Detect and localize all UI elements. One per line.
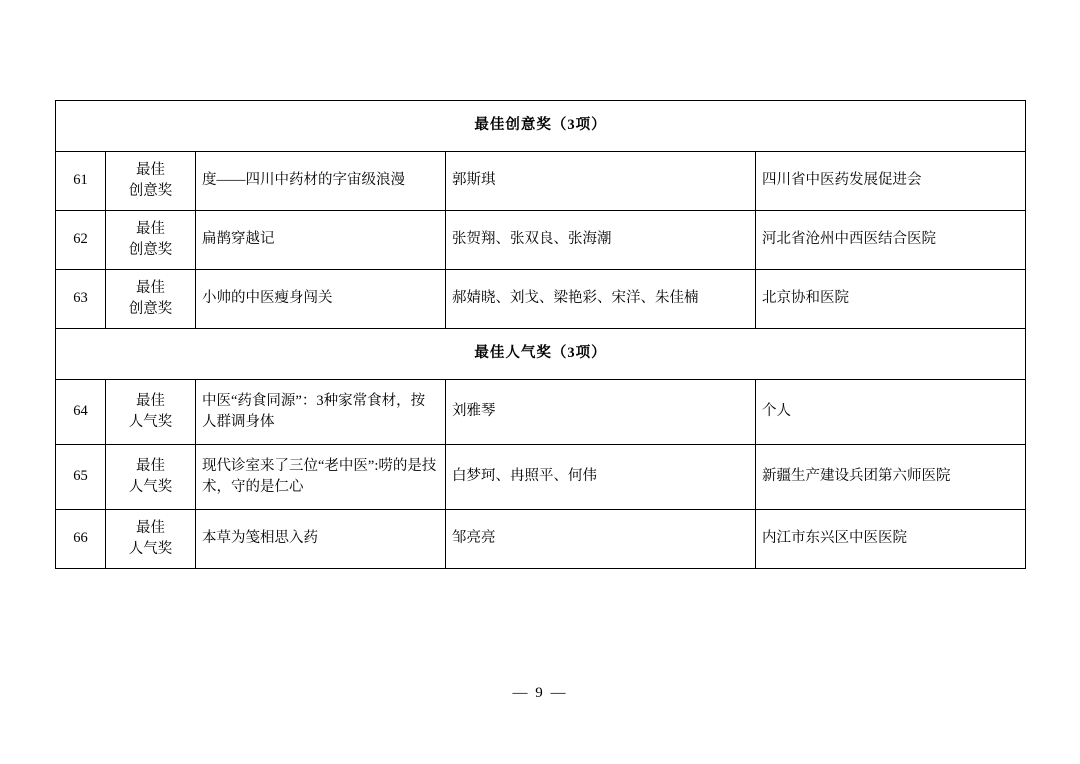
row-award-line2: 创意奖	[128, 301, 173, 317]
row-author: 张贺翔、张双良、张海潮	[446, 211, 756, 270]
row-award-line2: 人气奖	[128, 414, 173, 430]
row-work-title: 现代诊室来了三位“老中医”:唠的是技术，守的是仁心	[196, 445, 446, 510]
row-index: 63	[56, 270, 106, 329]
row-work-title: 本草为笺相思入药	[196, 510, 446, 569]
row-work-title: 度——四川中药材的字宙级浪漫	[196, 152, 446, 211]
row-organization: 个人	[756, 380, 1026, 445]
row-award	[106, 445, 196, 510]
row-award-line2: 创意奖	[128, 242, 173, 258]
row-work-title: 扁鹊穿越记	[196, 211, 446, 270]
row-author: 刘雅琴	[446, 380, 756, 445]
row-index: 65	[56, 445, 106, 510]
row-organization: 四川省中医药发展促进会	[756, 152, 1026, 211]
award-table	[55, 100, 1026, 569]
row-index: 61	[56, 152, 106, 211]
award-table-container	[55, 100, 1025, 569]
table-row	[56, 380, 1026, 445]
row-index: 62	[56, 211, 106, 270]
row-award-line2: 创意奖	[128, 183, 173, 199]
section-header-row	[56, 101, 1026, 152]
row-organization: 内江市东兴区中医医院	[756, 510, 1026, 569]
row-award-line2: 人气奖	[128, 479, 173, 495]
table-row	[56, 510, 1026, 569]
table-row	[56, 152, 1026, 211]
row-organization: 新疆生产建设兵团第六师医院	[756, 445, 1026, 510]
section-title-popularity: 最佳人气奖（3项）	[56, 329, 1026, 380]
section-title-creativity: 最佳创意奖（3项）	[56, 101, 1026, 152]
row-author: 郝婧晓、刘戈、梁艳彩、宋洋、朱佳楠	[446, 270, 756, 329]
table-row	[56, 211, 1026, 270]
row-work-title: 中医“药食同源”：3种家常食材，按人群调身体	[196, 380, 446, 445]
row-author: 白梦珂、冉照平、何伟	[446, 445, 756, 510]
row-award-line1: 最佳	[136, 279, 165, 296]
row-award	[106, 270, 196, 329]
row-work-title: 小帅的中医瘦身闯关	[196, 270, 446, 329]
row-award-line1: 最佳	[136, 457, 165, 474]
row-award-line1: 最佳	[136, 220, 165, 237]
row-award-line1: 最佳	[136, 161, 165, 178]
row-award	[106, 380, 196, 445]
row-award-line1: 最佳	[136, 519, 165, 536]
table-row	[56, 270, 1026, 329]
row-index: 64	[56, 380, 106, 445]
row-index: 66	[56, 510, 106, 569]
table-row	[56, 445, 1026, 510]
row-award	[106, 510, 196, 569]
row-award-line1: 最佳	[136, 392, 165, 409]
page-number: — 9 —	[512, 685, 568, 701]
row-award	[106, 211, 196, 270]
row-author: 邹亮亮	[446, 510, 756, 569]
row-award-line2: 人气奖	[128, 541, 173, 557]
row-organization: 北京协和医院	[756, 270, 1026, 329]
row-organization: 河北省沧州中西医结合医院	[756, 211, 1026, 270]
row-author: 郭斯琪	[446, 152, 756, 211]
row-award	[106, 152, 196, 211]
section-header-row	[56, 329, 1026, 380]
